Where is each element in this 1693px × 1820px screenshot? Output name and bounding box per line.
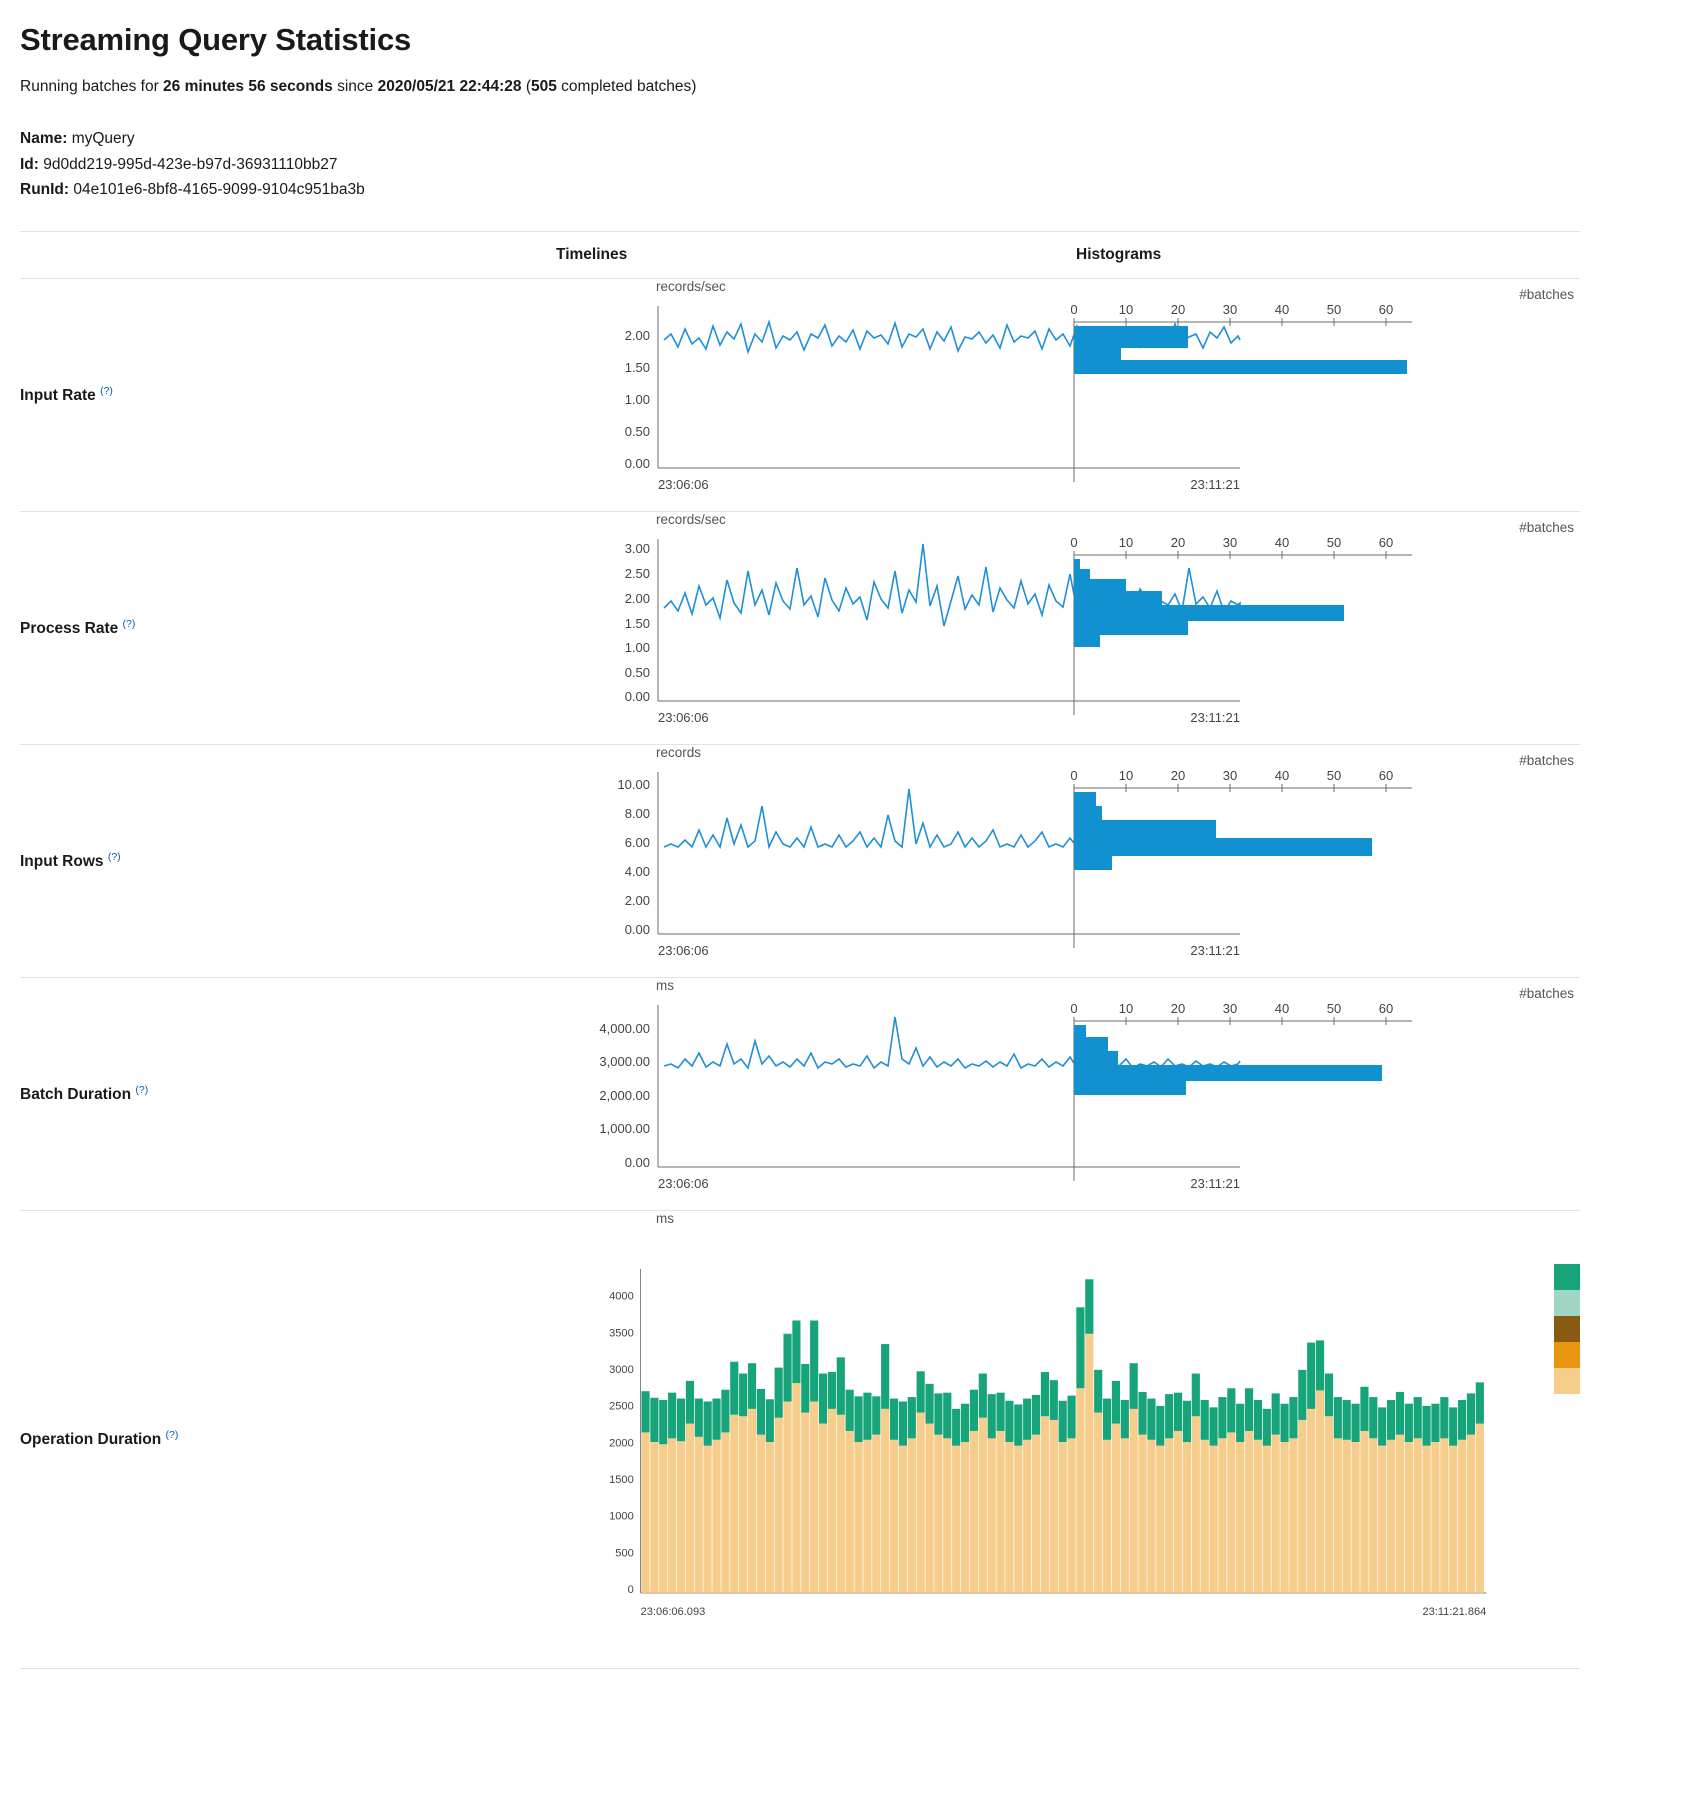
input-rate-help-icon[interactable]: (?) bbox=[100, 384, 113, 397]
meta-id-label: Id: bbox=[20, 155, 39, 173]
legend-swatch-op-green[interactable] bbox=[1554, 1264, 1580, 1290]
svg-text:23:06:06: 23:06:06 bbox=[658, 476, 709, 492]
summary-prefix: Running batches for bbox=[20, 78, 164, 95]
summary-since: 2020/05/21 22:44:28 bbox=[377, 78, 522, 95]
operation-duration-chart bbox=[540, 1228, 1546, 1668]
table-row bbox=[20, 977, 1580, 1210]
batch-duration-help-icon[interactable]: (?) bbox=[135, 1083, 149, 1096]
svg-text:20: 20 bbox=[1170, 535, 1186, 551]
svg-text:0.00: 0.00 bbox=[624, 921, 650, 937]
batch-duration-histogram-cell bbox=[1060, 977, 1580, 1210]
svg-text:23:06:06.093: 23:06:06.093 bbox=[640, 1605, 706, 1618]
legend-swatch-op-lightorange[interactable] bbox=[1554, 1368, 1580, 1394]
input-rate-timeline-cell bbox=[540, 278, 1240, 511]
header-blank bbox=[20, 231, 540, 278]
svg-text:60: 60 bbox=[1378, 302, 1394, 318]
meta-name-label: Name: bbox=[20, 130, 68, 147]
svg-text:23:11:21: 23:11:21 bbox=[1190, 1175, 1240, 1191]
svg-text:2.00: 2.00 bbox=[624, 892, 650, 908]
svg-text:20: 20 bbox=[1170, 302, 1186, 318]
svg-text:60: 60 bbox=[1378, 768, 1394, 784]
svg-text:2500: 2500 bbox=[609, 1400, 634, 1413]
svg-text:50: 50 bbox=[1326, 1001, 1342, 1017]
svg-text:20: 20 bbox=[1170, 768, 1186, 784]
process-rate-unit: records/sec bbox=[656, 511, 726, 527]
svg-text:60: 60 bbox=[1378, 535, 1394, 551]
svg-text:1000: 1000 bbox=[609, 1510, 634, 1523]
page-title: Streaming Query Statistics bbox=[20, 22, 412, 57]
table-row bbox=[20, 511, 1580, 744]
svg-text:4000: 4000 bbox=[609, 1290, 634, 1303]
table-row bbox=[20, 744, 1580, 977]
svg-text:2,000.00: 2,000.00 bbox=[599, 1087, 650, 1103]
svg-text:3000: 3000 bbox=[609, 1363, 634, 1376]
op-duration-bars bbox=[641, 1279, 1483, 1593]
running-batches-summary bbox=[20, 78, 1673, 96]
svg-text:0.00: 0.00 bbox=[624, 455, 650, 471]
meta-id-row bbox=[20, 152, 1673, 178]
svg-text:10: 10 bbox=[1118, 535, 1134, 551]
query-metadata bbox=[20, 126, 1673, 203]
svg-text:50: 50 bbox=[1326, 768, 1342, 784]
legend-swatch-op-brown[interactable] bbox=[1554, 1316, 1580, 1342]
svg-text:50: 50 bbox=[1326, 535, 1342, 551]
row-label-operation-duration bbox=[20, 1210, 540, 1668]
operation-duration-legend bbox=[1554, 1264, 1580, 1668]
process-rate-timeline-cell bbox=[540, 511, 1240, 744]
svg-text:10.00: 10.00 bbox=[617, 776, 650, 792]
operation-duration-cell bbox=[540, 1210, 1580, 1668]
table-row bbox=[20, 278, 1580, 511]
input-rows-hist-unit: #batches bbox=[1519, 753, 1574, 769]
process-rate-label: Process Rate bbox=[20, 619, 119, 637]
operation-duration-unit: ms bbox=[656, 1210, 674, 1226]
svg-text:40: 40 bbox=[1274, 768, 1290, 784]
svg-text:0: 0 bbox=[1070, 535, 1078, 551]
svg-text:10: 10 bbox=[1118, 768, 1134, 784]
svg-text:60: 60 bbox=[1378, 1001, 1394, 1017]
row-label-process-rate bbox=[20, 511, 540, 744]
svg-text:2000: 2000 bbox=[609, 1436, 634, 1449]
svg-text:23:11:21: 23:11:21 bbox=[1190, 476, 1240, 492]
header-timelines: Timelines bbox=[540, 231, 1060, 278]
summary-tail: completed batches) bbox=[556, 78, 697, 95]
svg-text:0.00: 0.00 bbox=[624, 1154, 650, 1170]
input-rows-help-icon[interactable]: (?) bbox=[107, 850, 121, 863]
svg-text:0.50: 0.50 bbox=[624, 664, 650, 680]
table-header-row bbox=[20, 231, 1580, 278]
svg-text:3.00: 3.00 bbox=[624, 540, 650, 556]
svg-text:1.50: 1.50 bbox=[624, 359, 650, 375]
meta-name-value: myQuery bbox=[71, 130, 135, 147]
batch-duration-histogram-chart bbox=[1060, 1001, 1620, 1201]
svg-text:3,000.00: 3,000.00 bbox=[599, 1053, 650, 1069]
summary-duration: 26 minutes 56 seconds bbox=[163, 78, 333, 95]
svg-text:1.00: 1.00 bbox=[624, 391, 650, 407]
svg-text:2.00: 2.00 bbox=[624, 590, 650, 606]
meta-name-row bbox=[20, 126, 1673, 152]
process-rate-histogram-cell bbox=[1060, 511, 1580, 744]
svg-text:23:11:21.864: 23:11:21.864 bbox=[1422, 1605, 1487, 1618]
batch-duration-hist-unit: #batches bbox=[1519, 986, 1574, 1002]
svg-text:4,000.00: 4,000.00 bbox=[599, 1020, 650, 1036]
row-label-input-rate bbox=[20, 278, 540, 511]
input-rate-histogram-cell bbox=[1060, 278, 1580, 511]
operation-duration-label: Operation Duration bbox=[20, 1431, 162, 1449]
svg-text:0: 0 bbox=[1070, 1001, 1078, 1017]
svg-text:1.50: 1.50 bbox=[624, 615, 650, 631]
svg-text:3500: 3500 bbox=[609, 1327, 634, 1340]
svg-text:2.00: 2.00 bbox=[624, 327, 650, 343]
input-rate-unit: records/sec bbox=[656, 278, 726, 294]
svg-text:0: 0 bbox=[1070, 302, 1078, 318]
svg-text:0: 0 bbox=[1070, 768, 1078, 784]
input-rows-histogram-chart bbox=[1060, 768, 1620, 968]
batch-duration-unit: ms bbox=[656, 977, 674, 993]
svg-text:40: 40 bbox=[1274, 535, 1290, 551]
summary-open: ( bbox=[521, 78, 531, 95]
input-rate-histogram-chart bbox=[1060, 302, 1620, 502]
svg-text:23:11:21: 23:11:21 bbox=[1190, 942, 1240, 958]
svg-text:1,000.00: 1,000.00 bbox=[599, 1120, 650, 1136]
svg-text:40: 40 bbox=[1274, 302, 1290, 318]
svg-text:10: 10 bbox=[1118, 1001, 1134, 1017]
svg-text:23:11:21: 23:11:21 bbox=[1190, 709, 1240, 725]
svg-text:50: 50 bbox=[1326, 302, 1342, 318]
svg-text:500: 500 bbox=[615, 1546, 634, 1559]
summary-mid: since bbox=[332, 78, 378, 95]
row-label-input-rows bbox=[20, 744, 540, 977]
svg-text:8.00: 8.00 bbox=[624, 805, 650, 821]
svg-text:20: 20 bbox=[1170, 1001, 1186, 1017]
process-rate-hist-unit: #batches bbox=[1519, 520, 1574, 536]
summary-batch-count: 505 bbox=[530, 78, 557, 95]
input-rate-label: Input Rate bbox=[20, 386, 96, 404]
svg-text:23:06:06: 23:06:06 bbox=[658, 942, 709, 958]
svg-text:1.00: 1.00 bbox=[624, 639, 650, 655]
legend-swatch-op-lightgreen[interactable] bbox=[1554, 1290, 1580, 1316]
svg-text:23:06:06: 23:06:06 bbox=[658, 709, 709, 725]
meta-runid-label: RunId: bbox=[20, 181, 70, 199]
svg-text:2.50: 2.50 bbox=[624, 565, 650, 581]
input-rows-unit: records bbox=[656, 744, 702, 760]
svg-text:0.00: 0.00 bbox=[624, 688, 650, 704]
svg-text:30: 30 bbox=[1222, 302, 1238, 318]
process-rate-histogram-chart bbox=[1060, 535, 1620, 735]
legend-swatch-op-orange[interactable] bbox=[1554, 1342, 1580, 1368]
batch-duration-timeline-cell bbox=[540, 977, 1240, 1210]
svg-text:10: 10 bbox=[1118, 302, 1134, 318]
table-row bbox=[20, 1210, 1580, 1668]
meta-runid-row bbox=[20, 177, 1673, 203]
row-label-batch-duration bbox=[20, 977, 540, 1210]
input-rate-hist-unit: #batches bbox=[1519, 287, 1574, 303]
svg-text:4.00: 4.00 bbox=[624, 863, 650, 879]
meta-runid-value: 04e101e6-8bf8-4165-9099-9104c951ba3b bbox=[73, 181, 365, 199]
svg-text:30: 30 bbox=[1222, 768, 1238, 784]
input-rows-histogram-cell bbox=[1060, 744, 1580, 977]
input-rows-label: Input Rows bbox=[20, 852, 104, 870]
svg-text:1500: 1500 bbox=[609, 1473, 634, 1486]
meta-id-value: 9d0dd219-995d-423e-b97d-36931110bb27 bbox=[43, 155, 338, 173]
process-rate-help-icon[interactable]: (?) bbox=[122, 617, 136, 630]
svg-text:30: 30 bbox=[1222, 1001, 1238, 1017]
svg-text:30: 30 bbox=[1222, 535, 1238, 551]
svg-text:40: 40 bbox=[1274, 1001, 1290, 1017]
svg-text:0: 0 bbox=[627, 1583, 634, 1596]
svg-text:6.00: 6.00 bbox=[624, 834, 650, 850]
batch-duration-label: Batch Duration bbox=[20, 1085, 132, 1103]
svg-text:0.50: 0.50 bbox=[624, 423, 650, 439]
svg-text:23:06:06: 23:06:06 bbox=[658, 1175, 709, 1191]
input-rows-timeline-cell bbox=[540, 744, 1240, 977]
statistics-table bbox=[20, 231, 1580, 1669]
operation-duration-help-icon[interactable]: (?) bbox=[165, 1429, 179, 1442]
header-histograms: Histograms bbox=[1060, 231, 1580, 278]
